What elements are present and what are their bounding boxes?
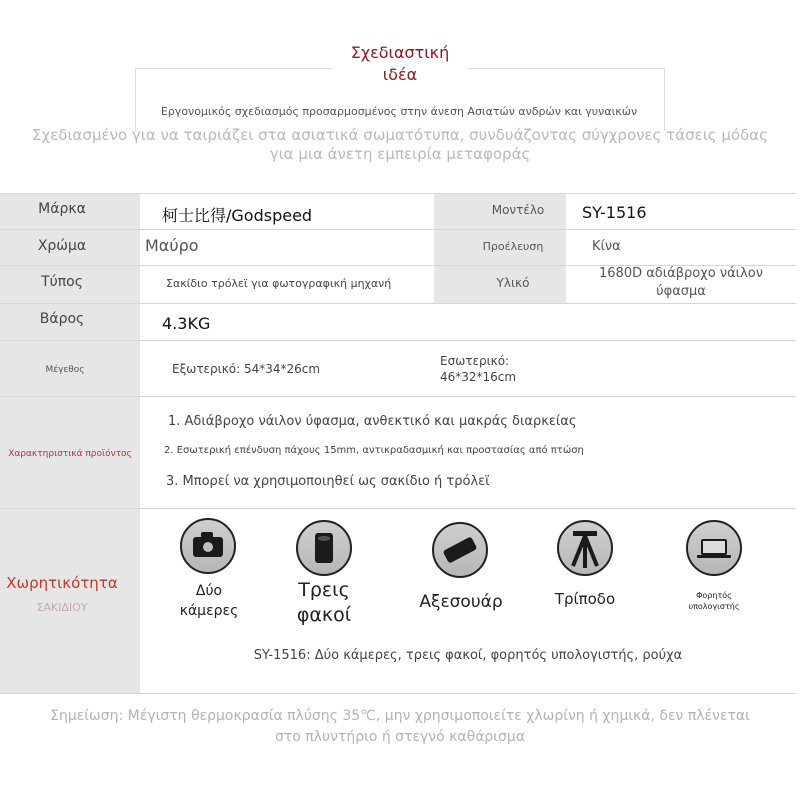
design-idea-title-line2: ιδέα (382, 65, 418, 84)
brand-value: 柯士比得/Godspeed (162, 206, 313, 225)
design-idea-title-line1: Σχεδιαστική (350, 43, 450, 62)
care-note-line1: Σημείωση: Μέγιστη θερμοκρασία πλύσης 35℃, μην χρησιμοποιείτε χλωρίνη ή χημικά, δεν πλένεται (50, 708, 750, 724)
size-external: Εξωτερικό: 54*34*26cm (172, 362, 321, 376)
capacity-item-tripod (540, 590, 630, 608)
lens-icon (296, 520, 352, 576)
design-idea-description (20, 126, 780, 164)
type-value: Σακίδιο τρόλεϊ για φωτογραφική μηχανή (166, 277, 392, 290)
capacity-label-line2: υπολογιστής (688, 602, 740, 611)
accessory-icon (432, 522, 488, 578)
care-note (10, 706, 790, 748)
table-line (0, 508, 796, 509)
design-idea-desc-line1: Σχεδιασμένο για να ταιριάζει στα ασιατικά σωματότυπα, συνδυάζοντας σύγχρονες τάσεις μόδας (32, 126, 768, 144)
capacity-label: Χωρητικότητα (6, 574, 118, 592)
feature-item-1: 1. Αδιάβροχο νάιλον ύφασμα, ανθεκτικό και μακράς διαρκείας (168, 414, 577, 429)
camera-icon (180, 518, 236, 574)
capacity-label-line2: κάμερες (179, 603, 239, 619)
capacity-item-accessories (406, 592, 516, 612)
brand-label: Μάρκα (38, 201, 86, 217)
care-note-line2: στο πλυντήριο ή στεγνό καθάρισμα (274, 729, 526, 745)
size-internal (440, 353, 516, 385)
weight-value: 4.3KG (162, 314, 211, 333)
size-internal-line1: Εσωτερικό: (440, 354, 510, 368)
design-idea-desc-line2: για μια άνετη εμπειρία μεταφοράς (269, 145, 531, 163)
table-line (0, 396, 796, 397)
capacity-label-line1: Τρεις (298, 579, 350, 601)
capacity-label-line1: Τρίποδο (554, 590, 616, 608)
table-line (0, 193, 796, 194)
model-value: SY-1516 (582, 203, 647, 222)
capacity-item-laptop (668, 590, 760, 612)
model-label: Μοντέλο (491, 203, 545, 217)
feature-item-3: 3. Μπορεί να χρησιμοποιηθεί ως σακίδιο ή τρόλεϊ (166, 474, 490, 489)
material-label: Υλικό (496, 276, 530, 290)
capacity-item-lenses (278, 578, 370, 628)
capacity-item-cameras (168, 581, 250, 621)
table-line (0, 303, 796, 304)
design-idea-title (300, 42, 500, 86)
capacity-label-shadow: ΣΑΚΙΔΙΟΥ (36, 601, 88, 614)
size-internal-line2: 46*32*16cm (440, 370, 517, 384)
material-value (566, 265, 796, 301)
capacity-label-line2: φακοί (296, 604, 352, 626)
capacity-label-line1: Δύο (195, 583, 223, 599)
capacity-summary: SY-1516: Δύο κάμερες, τρεις φακοί, φορητός υπολογιστής, ρούχα (253, 648, 683, 663)
weight-label: Βάρος (39, 311, 85, 327)
capacity-label-line1: Φορητός (696, 591, 732, 600)
color-label: Χρώμα (37, 238, 87, 254)
type-label: Τύπος (41, 274, 83, 290)
design-idea-subtitle: Εργονομικός σχεδιασμός προσαρμοσμένος στην άνεση Ασιατών ανδρών και γυναικών (160, 105, 638, 118)
features-label: Χαρακτηριστικά προϊόντος (8, 449, 132, 459)
label-column-bg (0, 193, 140, 693)
table-line (0, 340, 796, 341)
table-line (0, 693, 796, 694)
table-line (0, 229, 796, 230)
origin-value: Κίνα (592, 239, 621, 254)
size-label: Μέγεθος (45, 365, 85, 375)
laptop-icon (686, 520, 742, 576)
material-value-line1: 1680D αδιάβροχο νάιλον (599, 266, 763, 281)
material-value-line2: ύφασμα (656, 284, 706, 299)
tripod-icon (557, 520, 613, 576)
feature-item-2: 2. Εσωτερική επένδυση πάχους 15mm, αντικραδασμική και προστασίας από πτώση (164, 445, 584, 456)
color-value: Μαύρο (145, 236, 199, 255)
origin-label: Προέλευση (482, 240, 544, 253)
capacity-label-line1: Αξεσουάρ (419, 592, 503, 612)
